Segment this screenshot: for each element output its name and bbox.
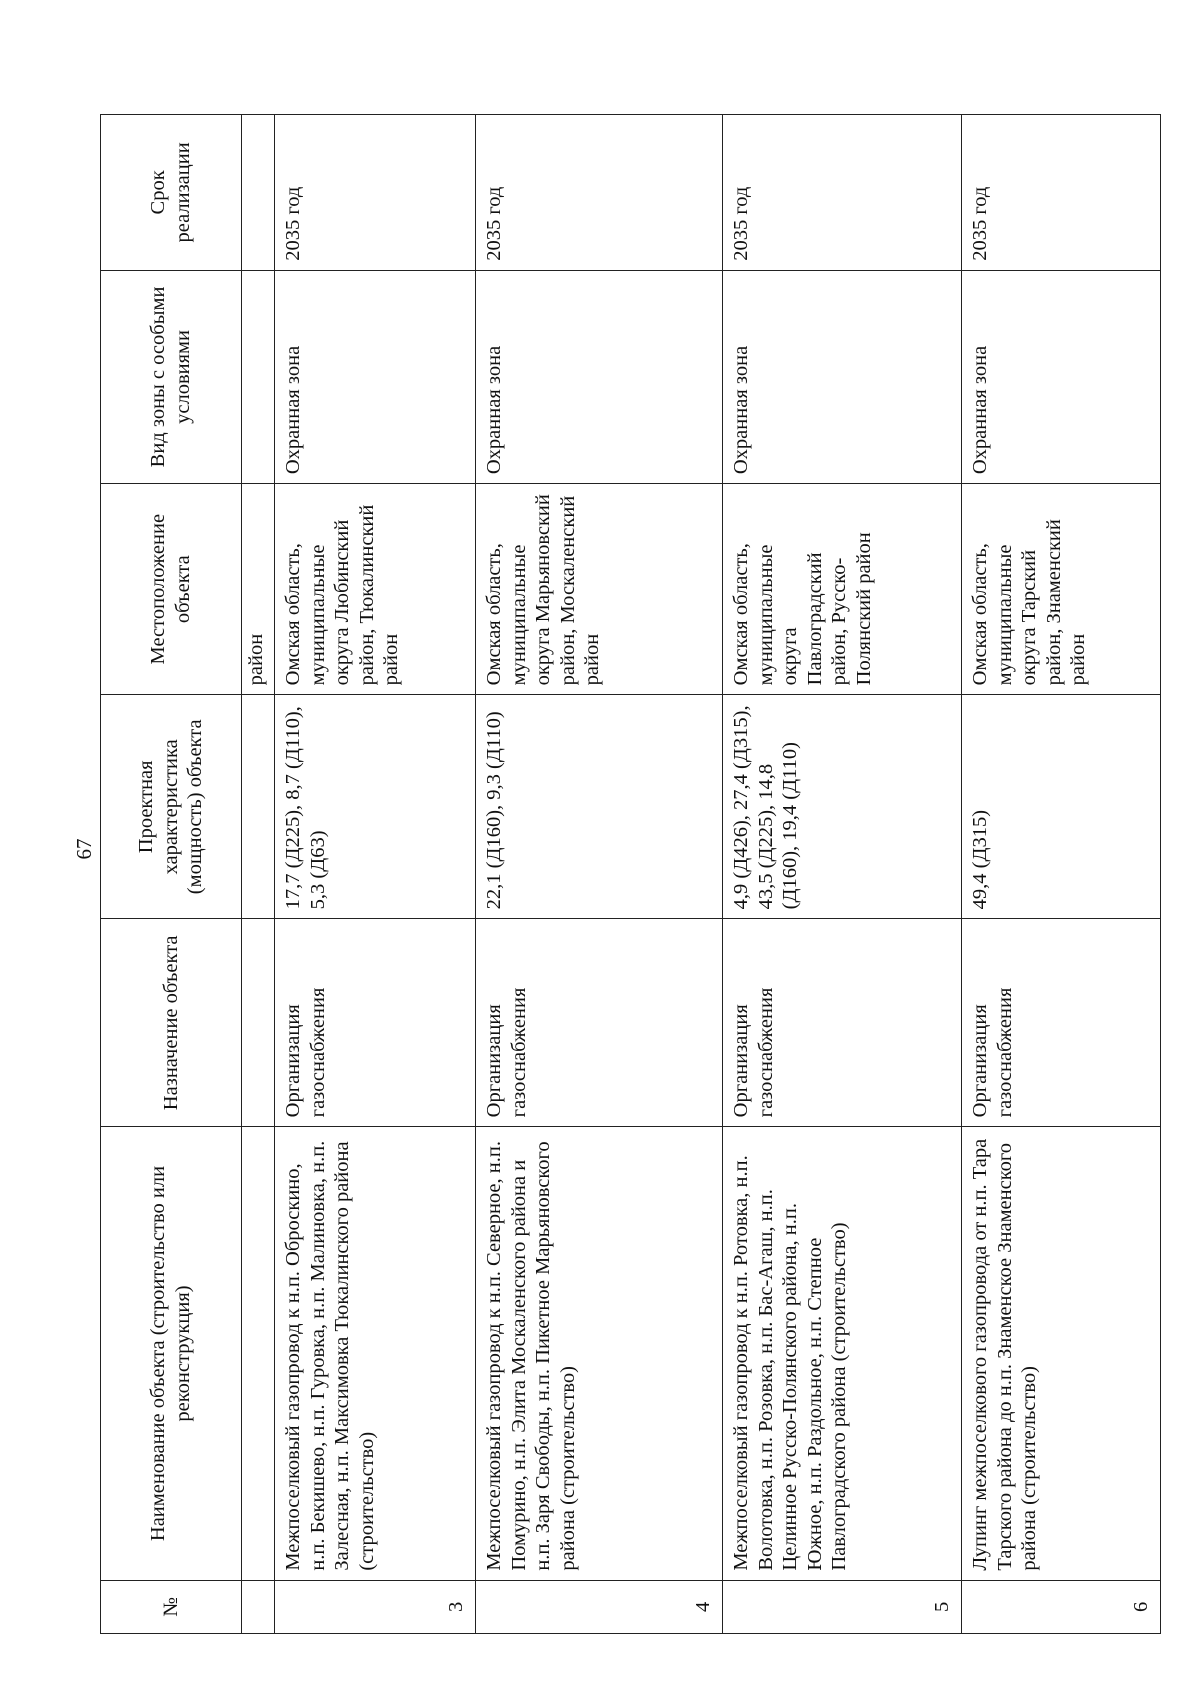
table-row xyxy=(723,115,962,1634)
header-location: Местоположение объекта xyxy=(101,484,242,695)
cell-characteristic: 4,9 (Д426), 27,4 (Д315), 43,5 (Д225), 14,8 (Д160), 19,4 (Д110) xyxy=(723,695,962,919)
header-term: Срок реализации xyxy=(101,115,242,271)
cell-name: Межпоселковый газопровод к н.п. Северное, н.п. Помурино, н.п. Элита Москаленского района и н.п. Заря Свободы, н.п. Пикетное Марьяновского района (строительство) xyxy=(476,1127,723,1580)
cell-purpose: Организация газоснабжения xyxy=(962,919,1161,1127)
cell-characteristic: 17,7 (Д225), 8,7 (Д110), 5,3 (Д63) xyxy=(275,695,476,919)
table-row xyxy=(962,115,1161,1634)
table-row xyxy=(476,115,723,1634)
cell-name: Лупинг межпоселкового газопровода от н.п. Тара Тарского района до н.п. Знаменское Знаменского района (строительство) xyxy=(962,1127,1161,1580)
cell-location: Омская область, муниципальные округа Марьяновский район, Москаленский район xyxy=(476,484,723,695)
cell-zone: Охранная зона xyxy=(275,270,476,483)
page-number: 67 xyxy=(72,838,96,860)
cell-location: Омская область, муниципальные округа Павлоградский район, Русско-Полянский район xyxy=(723,484,962,695)
cell-name xyxy=(242,1127,275,1580)
cell-location: Омская область, муниципальные округа Любинский район, Тюкалинский район xyxy=(275,484,476,695)
objects-table xyxy=(100,114,1161,1634)
header-characteristic: Проектная характеристика (мощность) объекта xyxy=(101,695,242,919)
cell-location: Омская область, муниципальные округа Тарский район, Знаменский район xyxy=(962,484,1161,695)
cell-characteristic xyxy=(242,695,275,919)
cell-term: 2035 год xyxy=(275,115,476,271)
cell-characteristic: 49,4 (Д315) xyxy=(962,695,1161,919)
cell-purpose xyxy=(242,919,275,1127)
cell-purpose: Организация газоснабжения xyxy=(275,919,476,1127)
cell-zone xyxy=(242,270,275,483)
cell-name: Межпоселковый газопровод к н.п. Оброскино, н.п. Бекишево, н.п. Гуровка, н.п. Малиновка, н.п. Залесная, н.п. Максимовка Тюкалинского района (строительство) xyxy=(275,1127,476,1580)
cell-zone: Охранная зона xyxy=(476,270,723,483)
cell-num: 5 xyxy=(723,1580,962,1633)
cell-zone: Охранная зона xyxy=(962,270,1161,483)
continuation-row xyxy=(242,115,275,1634)
cell-purpose: Организация газоснабжения xyxy=(723,919,962,1127)
table-row xyxy=(275,115,476,1634)
header-row xyxy=(101,115,242,1634)
cell-term: 2035 год xyxy=(476,115,723,271)
cell-num: 4 xyxy=(476,1580,723,1633)
cell-term: 2035 год xyxy=(723,115,962,271)
cell-characteristic: 22,1 (Д160), 9,3 (Д110) xyxy=(476,695,723,919)
cell-num xyxy=(242,1580,275,1633)
cell-term xyxy=(242,115,275,271)
cell-name: Межпоселковый газопровод к н.п. Ротовка, н.п. Волотовка, н.п. Розовка, н.п. Бас-Агаш, н.п. Целинное Русско-Полянского района, н.п. Южное, н.п. Раздольное, н.п. Степное Павлоградского района (строительство) xyxy=(723,1127,962,1580)
header-num: № xyxy=(101,1580,242,1633)
cell-num: 6 xyxy=(962,1580,1161,1633)
cell-zone: Охранная зона xyxy=(723,270,962,483)
header-name: Наименование объекта (строительство или реконструкция) xyxy=(101,1127,242,1580)
rotated-table-container xyxy=(100,114,1153,1634)
header-zone: Вид зоны с особыми условиями xyxy=(101,270,242,483)
header-purpose: Назначение объекта xyxy=(101,919,242,1127)
cell-term: 2035 год xyxy=(962,115,1161,271)
cell-location: район xyxy=(242,484,275,695)
cell-num: 3 xyxy=(275,1580,476,1633)
cell-purpose: Организация газоснабжения xyxy=(476,919,723,1127)
